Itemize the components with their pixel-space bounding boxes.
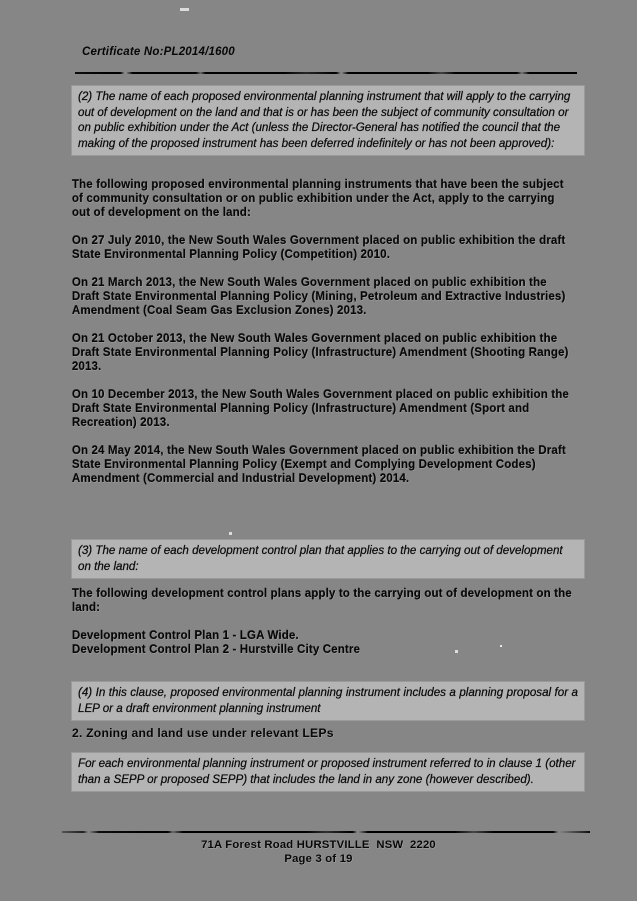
- clause-zoning-block: For each environmental planning instrument or proposed instrument referred to in clause 1 (other than a SEPP or proposed SEPP) that includes the land in any zone (however described).: [72, 753, 584, 791]
- exhibition-paragraph: On 21 October 2013, the New South Wales Government placed on public exhibition the Draft State Environmental Planning Policy (Infrastructure) Amendment (Shooting Range) 2013.: [72, 333, 569, 374]
- dcp-list-item: Development Control Plan 2 - Hurstville City Centre: [72, 644, 361, 657]
- header-rule: [75, 72, 577, 74]
- certificate-number: Certificate No:PL2014/1600: [82, 46, 235, 58]
- clause-2-block: (2) The name of each proposed environmental planning instrument that will apply to the carrying out of development on the land and that is or has been the subject of community consultation or on public exhibition under the Act (unless the Director-General has notified the council that the making of the proposed instrument has been deferred indefinitely or has not been approved):: [72, 86, 584, 155]
- exhibition-paragraph: On 21 March 2013, the New South Wales Government placed on public exhibition the Draft State Environmental Planning Policy (Mining, Petroleum and Extractive Industries) Amendment (Coal Seam Gas Exclusion Zones) 2013.: [72, 277, 566, 318]
- dcp-list-item: Development Control Plan 1 - LGA Wide.: [72, 630, 299, 642]
- dcp-list: [72, 629, 572, 657]
- intro-paragraph: The following proposed environmental planning instruments that have been the subject of community consultation or on public exhibition under the Act, apply to the carrying out of development on the land:: [72, 179, 564, 220]
- clause-3-block: (3) The name of each development control plan that applies to the carrying out of development on the land:: [72, 540, 584, 578]
- section-heading-zoning: 2. Zoning and land use under relevant LEPs: [72, 726, 334, 740]
- dcp-intro-paragraph: The following development control plans apply to the carrying out of development on the land:: [72, 588, 572, 615]
- exhibition-paragraph: On 27 July 2010, the New South Wales Government placed on public exhibition the draft State Environmental Planning Policy (Competition) 2010.: [72, 235, 566, 262]
- clause-4-block: (4) In this clause, proposed environmental planning instrument includes a planning proposal for a LEP or a draft environment planning instrument: [72, 682, 584, 720]
- scan-artifact: [180, 8, 189, 11]
- footer-rule: [62, 831, 590, 833]
- scan-artifact: [229, 532, 232, 535]
- scan-artifact: [455, 650, 458, 653]
- footer-address: 71A Forest Road HURSTVILLE NSW 2220: [201, 839, 436, 851]
- exhibition-paragraph: On 24 May 2014, the New South Wales Government placed on public exhibition the Draft State Environmental Planning Policy (Exempt and Complying Development Codes) Amendment (Commercial and Industrial Development) 2014.: [72, 445, 566, 486]
- exhibition-paragraph: On 10 December 2013, the New South Wales Government placed on public exhibition the Draft State Environmental Planning Policy (Infrastructure) Amendment (Sport and Recreation) 2013.: [72, 389, 570, 430]
- scan-artifact: [500, 645, 502, 647]
- footer-page-number: Page 3 of 19: [284, 853, 353, 865]
